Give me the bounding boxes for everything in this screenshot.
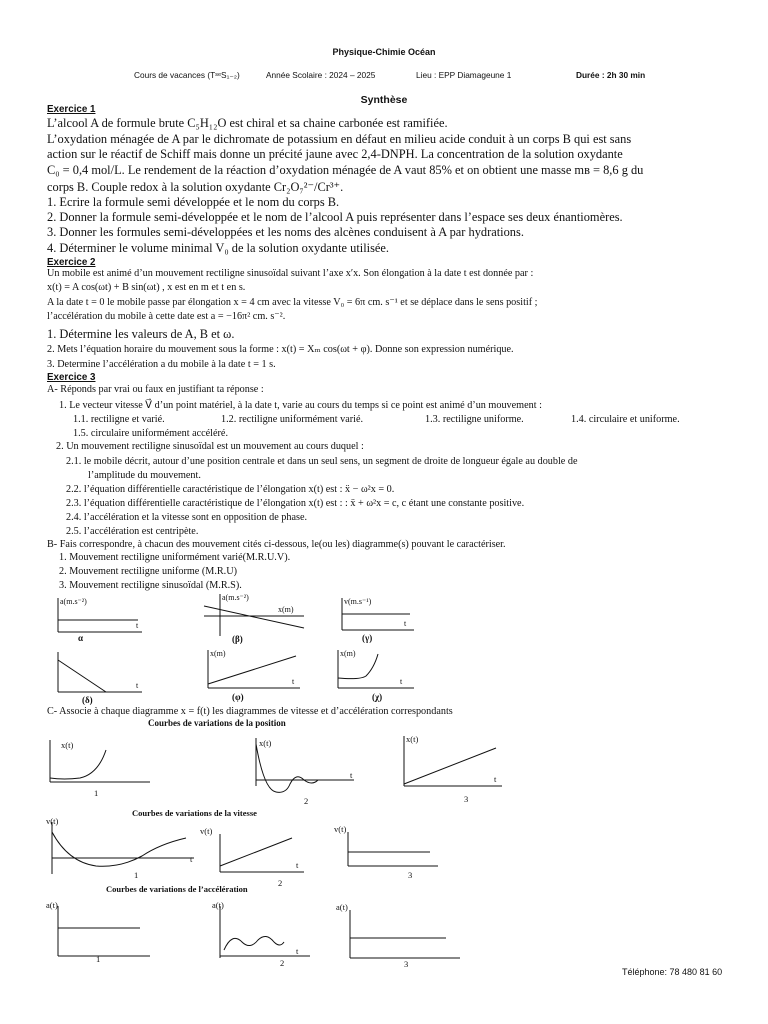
- document-title: Physique-Chimie Océan: [332, 47, 436, 57]
- vel2-ylabel: v(t): [200, 826, 213, 836]
- ex2-question: 1. Détermine les valeurs de A, B et ω.: [47, 327, 235, 341]
- exercise-3-title: Exercice 3: [47, 372, 96, 383]
- ex1-line: L’oxydation ménagée de A par le dichromate de potassium en défaut en milieu acide conduit à un corps B qui est sans: [47, 132, 632, 146]
- ex3-b-item: 3. Mouvement rectiligne sinusoïdal (M.R.S).: [59, 580, 242, 591]
- ex2-question: 3. Determine l’accélération a du mobile à la date t = 1 s.: [47, 359, 276, 370]
- acc2-ylabel: a(t): [212, 900, 224, 910]
- graph-gamma-ylabel: v(m.s⁻¹): [344, 597, 372, 606]
- pos2-xlabel: t: [350, 770, 353, 780]
- ex3-q2-item: 2.1. le mobile décrit, autour d’une position centrale et dans un seul sens, un segment de droite de longueur égale au double de: [66, 456, 578, 467]
- duration: Durée : 2h 30 min: [576, 70, 646, 80]
- ex3-q2-item: 2.3. l’équation différentielle caractéristique de l’élongation x(t) est : : ẍ + ω²x = c, c étant une constante positive.: [66, 498, 525, 509]
- graph-phi-ylabel: x(m): [210, 649, 226, 658]
- graph-beta-ylabel: a(m.s⁻²): [222, 593, 249, 602]
- acc1-number: 1: [96, 954, 101, 964]
- location: Lieu : EPP Diamageune 1: [416, 70, 512, 80]
- position-curves-title: Courbes de variations de la position: [148, 718, 286, 728]
- ex3-q1-option: 1.2. rectiligne uniformément varié.: [221, 414, 364, 425]
- exercise-2-title: Exercice 2: [47, 257, 96, 268]
- ex1-question: 2. Donner la formule semi-développée et le nom de l’alcool A puis représenter dans l’espace ses deux énantiomères.: [47, 210, 623, 224]
- ex3-part-b: B- Fais correspondre, à chacun des mouvement cités ci-dessous, le(ou les) diagramme(s) pouvant le caractériser.: [47, 539, 506, 550]
- graph-beta: [200, 592, 310, 644]
- acceleration-graph-2: [210, 898, 320, 968]
- velocity-graph-2: [200, 824, 310, 888]
- pos1-number: 1: [94, 788, 99, 798]
- graph-gamma-name: (γ): [362, 633, 373, 643]
- graph-delta: [50, 648, 150, 706]
- ex3-q1-option: 1.4. circulaire et uniforme.: [571, 414, 680, 425]
- acc3-ylabel: a(t): [336, 902, 348, 912]
- velocity-curves-title: Courbes de variations de la vitesse: [132, 808, 257, 818]
- vel3-number: 3: [408, 870, 413, 880]
- graph-chi-name: (χ): [372, 692, 383, 702]
- velocity-graph-3: [334, 824, 444, 880]
- graph-alpha-xlabel: t: [136, 621, 139, 630]
- footer-phone: Téléphone: 78 480 81 60: [622, 967, 723, 977]
- graph-phi-name: (φ): [232, 692, 244, 702]
- ex1-line: corps B. Couple redox à la solution oxydante Cr₂O₇²⁻/Cr³⁺.: [47, 180, 344, 194]
- ex2-line: x(t) = A cos(ωt) + B sin(ωt) , x est en m et t en s.: [47, 282, 246, 293]
- graph-chi-xlabel: t: [400, 677, 403, 686]
- section-heading: Synthèse: [360, 94, 408, 106]
- vel1-ylabel: v(t): [46, 816, 59, 826]
- ex3-q1: 1. Le vecteur vitesse V⃗ d’un point matériel, à la date t, varie au cours du temps si ce point est animé d’un mouvement :: [59, 400, 542, 411]
- ex2-line: A la date t = 0 le mobile passe par élongation x = 4 cm avec la vitesse V₀ = 6π cm. s⁻¹ et se déplace dans le sens positif ;: [47, 297, 538, 308]
- ex3-q2-item: 2.4. l’accélération et la vitesse sont en opposition de phase.: [66, 512, 308, 523]
- ex1-question: 3. Donner les formules semi-développées et les noms des alcènes conduisent à A par hydrations.: [47, 225, 524, 239]
- exercise-1-title: Exercice 1: [47, 104, 96, 115]
- ex3-q1-option: 1.5. circulaire uniformément accéléré.: [73, 428, 228, 439]
- graph-gamma: [332, 594, 422, 644]
- acc2-number: 2: [280, 958, 285, 968]
- pos3-ylabel: x(t): [406, 734, 419, 744]
- velocity-graph-1: [46, 818, 206, 880]
- pos3-xlabel: t: [494, 774, 497, 784]
- ex3-part-a: A- Réponds par vrai ou faux en justifiant ta réponse :: [47, 384, 264, 395]
- pos2-number: 2: [304, 796, 309, 806]
- graph-phi-xlabel: t: [292, 677, 295, 686]
- acceleration-curves-title: Courbes de variations de l’accélération: [106, 884, 248, 894]
- ex2-question: 2. Mets l’équation horaire du mouvement sous la forme : x(t) = Xₘ cos(ωt + φ). Donne son expression numérique.: [47, 344, 514, 355]
- ex1-line: action sur le réactif de Schiff mais donne un précité jaune avec 2,4-DNPH. La concentration de la solution oxydante: [47, 147, 623, 161]
- graph-chi: [332, 646, 422, 704]
- graph-alpha-ylabel: a(m.s⁻²): [60, 597, 87, 606]
- graph-phi: [200, 646, 310, 704]
- pos2-ylabel: x(t): [259, 738, 272, 748]
- ex3-q2-item: l’amplitude du mouvement.: [88, 470, 201, 481]
- vel2-xlabel: t: [296, 860, 299, 870]
- ex3-q1-option: 1.1. rectiligne et varié.: [73, 414, 165, 425]
- ex3-q2-item: 2.2. l’équation différentielle caractéristique de l’élongation x(t) est : ẍ − ω²x = 0.: [66, 484, 395, 495]
- graph-gamma-xlabel: t: [404, 619, 407, 628]
- position-graph-1: [44, 736, 164, 798]
- acc2-xlabel: t: [296, 946, 299, 956]
- graph-chi-ylabel: x(m): [340, 649, 356, 658]
- vel1-xlabel: t: [190, 854, 193, 864]
- ex3-b-item: 1. Mouvement rectiligne uniformément varié(M.R.U.V).: [59, 552, 291, 563]
- acceleration-graph-3: [336, 900, 466, 970]
- ex3-part-c: C- Associe à chaque diagramme x = f(t) les diagrammes de vitesse et d’accélération correspondants: [47, 706, 453, 717]
- ex1-line: C₀ = 0,4 mol/L. Le rendement de la réaction d’oxydation ménagée de A vaut 85% et on obtient une masse mʙ = 8,6 g du: [47, 163, 644, 177]
- vel2-number: 2: [278, 878, 283, 888]
- vel3-ylabel: v(t): [334, 824, 347, 834]
- graph-delta-xlabel: t: [136, 681, 139, 690]
- ex2-line: l’accélération du mobile à cette date est a = −16π² cm. s⁻².: [47, 311, 286, 322]
- acc3-number: 3: [404, 959, 409, 969]
- ex1-question: 1. Ecrire la formule semi développée et le nom du corps B.: [47, 195, 340, 209]
- ex3-q1-option: 1.3. rectiligne uniforme.: [425, 414, 524, 425]
- ex2-line: Un mobile est animé d’un mouvement rectiligne sinusoïdal suivant l’axe x′x. Son élongation à la date t est donnée par :: [47, 268, 534, 279]
- course-label: Cours de vacances (TˢᵉS₁₋₂): [134, 70, 240, 80]
- school-year: Année Scolaire : 2024 – 2025: [266, 70, 376, 80]
- graph-beta-xlabel: x(m): [278, 605, 294, 614]
- ex1-question: 4. Déterminer le volume minimal V₀ de la solution oxydante utilisée.: [47, 241, 390, 255]
- pos1-ylabel: x(t): [61, 740, 74, 750]
- acceleration-graph-1: [46, 898, 166, 964]
- vel1-number: 1: [134, 870, 139, 880]
- graph-alpha-name: α: [78, 633, 84, 643]
- position-graph-3: [398, 732, 508, 804]
- ex3-q2: 2. Un mouvement rectiligne sinusoïdal est un mouvement au cours duquel :: [56, 441, 364, 452]
- graph-alpha: [50, 594, 150, 642]
- ex1-line: L’alcool A de formule brute C₅H₁₂O est chiral et sa chaine carbonée est ramifiée.: [47, 116, 448, 130]
- position-graph-2: [250, 734, 360, 806]
- graph-beta-name: (β): [232, 634, 243, 644]
- pos3-number: 3: [464, 794, 469, 804]
- graph-delta-name: (δ): [82, 695, 93, 705]
- ex3-q2-item: 2.5. l’accélération est centripète.: [66, 526, 199, 537]
- ex3-b-item: 2. Mouvement rectiligne uniforme (M.R.U): [59, 566, 237, 577]
- acc1-ylabel: a(t): [46, 900, 58, 910]
